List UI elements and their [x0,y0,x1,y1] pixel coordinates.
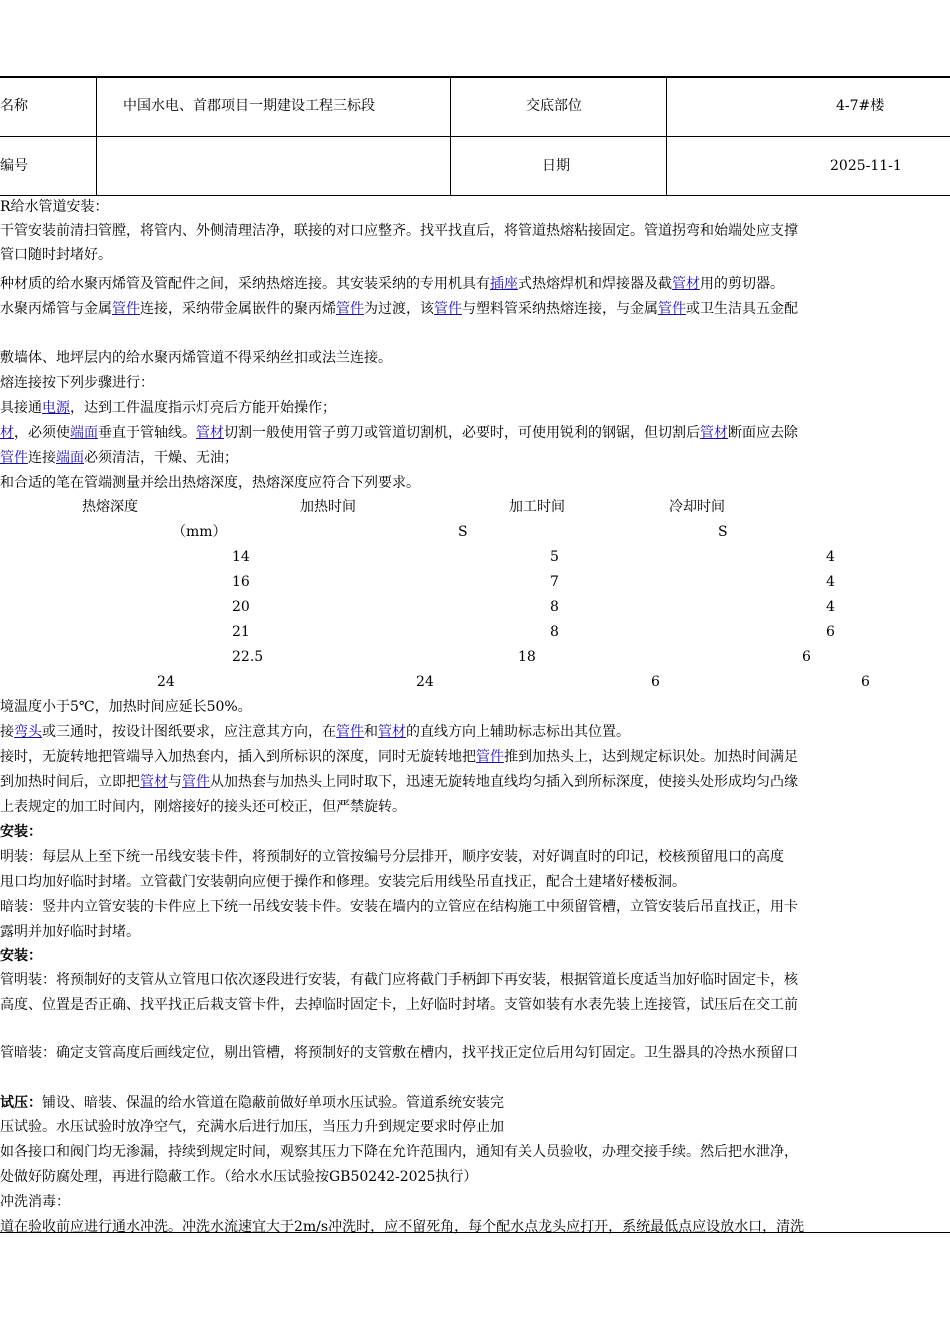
body-line: 接时，无旋转地把管端导入加热套内，插入到所标识的深度，同时无旋转地把管件推到加热头上，达到规定标识处。加热时间满足 [0,749,798,765]
project-name-value: 中国水电、首郡项目一期建设工程三标段 [123,98,375,114]
table-cell: 21 [232,624,250,640]
table-cell: 8 [550,624,559,640]
body-line: 干管安装前清扫管膛，将管内、外侧清理洁净，联接的对口应整齐。找平找直后，将管道热熔粘接固定。管道拐弯和始端处应支撑 [0,223,798,239]
project-name-label: 名称 [0,98,28,114]
body-line: 熔连接按下列步骤进行： [0,375,154,391]
body-line: 管暗装：确定支管高度后画线定位，剔出管槽，将预制好的支管敷在槽内，找平找正定位后用勾钉固定。卫生器具的冷热水预留口 [0,1045,798,1061]
table-header: 热熔深度 [82,499,138,515]
link-end-face[interactable]: 端面 [70,425,98,441]
body-line: 高度、位置是否正确、找平找正后栽支管卡件，去掉临时固定卡，上好临时封堵。支管如装有水表先装上连接管，试压后在交工前 [0,997,798,1013]
link-power[interactable]: 电源 [42,400,70,416]
link-fitting[interactable]: 管件 [0,450,28,466]
section-heading-ppr: R给水管道安装： [0,199,109,215]
disclosure-part-label: 交底部位 [526,98,582,114]
body-line: 上表规定的加工时间内，刚熔接好的接头还可校正，但严禁旋转。 [0,799,406,815]
link-fitting[interactable]: 管件 [476,749,504,765]
body-line: 明装：每层从上至下统一吊线安装卡件，将预制好的立管按编号分层排开，顺序安装，对好调直时的印记，校核预留甩口的高度 [0,849,784,865]
disclosure-part-value: 4-7#楼 [836,98,885,114]
body-line: 具接通电源，达到工件温度指示灯亮后方能开始操作； [0,400,336,416]
table-cell: 4 [826,574,835,590]
table-cell: 20 [232,599,250,615]
link-fitting[interactable]: 管件 [336,301,364,317]
table-cell: 8 [550,599,559,615]
link-pipe[interactable]: 管材 [672,276,700,292]
section-heading-flushing: 冲洗消毒： [0,1194,70,1210]
body-line: 压试验。水压试验时放净空气，充满水后进行加压，当压力升到规定要求时停止加 [0,1119,504,1135]
table-bottom-border [0,195,950,196]
number-label: 编号 [0,158,28,174]
table-header: 冷却时间 [669,499,725,515]
link-fitting[interactable]: 管件 [658,301,686,317]
body-line: 种材质的给水聚丙烯管及管配件之间，采纳热熔连接。其安装采纳的专用机具有插座式热熔焊机和焊接器及截管材用的剪切器。 [0,276,784,292]
table-unit: S [458,524,468,540]
link-fitting[interactable]: 管件 [336,724,364,740]
table-cell: 6 [826,624,835,640]
table-cell: 6 [651,674,660,690]
body-line: 接弯头或三通时，按设计图纸要求，应注意其方向，在管件和管材的直线方向上辅助标志标出其位置。 [0,724,630,740]
body-line: 境温度小于5℃，加热时间应延长50%。 [0,699,252,715]
link-socket[interactable]: 插座 [490,276,518,292]
link-pipe[interactable]: 材 [0,425,14,441]
table-cell: 22.5 [232,649,264,665]
section-heading-riser: 安装： [0,824,42,840]
table-cell: 14 [232,549,250,565]
link-pipe[interactable]: 管材 [140,774,168,790]
table-cell: 5 [550,549,559,565]
link-fitting[interactable]: 管件 [182,774,210,790]
link-pipe[interactable]: 管材 [196,425,224,441]
table-header: 加工时间 [509,499,565,515]
body-line: 暗装：竖井内立管安装的卡件应上下统一吊线安装卡件。安装在墙内的立管应在结构施工中须留管槽，立管安装后吊直找正，用卡 [0,899,798,915]
table-row-divider [0,136,950,137]
table-cell: 7 [550,574,559,590]
body-line: 材，必须使端面垂直于管轴线。管材切割一般使用管子剪刀或管道切割机，必要时，可使用锐利的钢锯，但切割后管材断面应去除 [0,425,798,441]
body-line: 处做好防腐处理，再进行隐蔽工作。（给水水压试验按GB50242-2025执行） [0,1169,478,1185]
link-end-face[interactable]: 端面 [56,450,84,466]
body-line: 水聚丙烯管与金属管件连接，采纳带金属嵌件的聚丙烯管件为过渡，该管件与塑料管采纳热熔连接，与金属管件或卫生洁具五金配 [0,301,798,317]
body-line: 如各接口和阀门均无渗漏，持续到规定时间，观察其压力下降在允许范围内，通知有关人员验收，办理交接手续。然后把水泄净， [0,1144,798,1160]
body-line: 管口随时封堵好。 [0,247,112,263]
section-heading-branch: 安装： [0,948,42,964]
body-line: 和合适的笔在管端测量并绘出热熔深度，热熔深度应符合下列要求。 [0,475,420,491]
table-cell: 18 [518,649,536,665]
col-divider-1 [96,77,97,196]
link-elbow[interactable]: 弯头 [14,724,42,740]
table-cell: 4 [826,599,835,615]
table-cell: 16 [232,574,250,590]
table-cell: 24 [157,674,175,690]
table-unit: S [718,524,728,540]
table-cell: 24 [416,674,434,690]
body-line: 管明装：将预制好的支管从立管甩口依次逐段进行安装，有截门应将截门手柄卸下再安装，根据管道长度适当加好临时固定卡，核 [0,972,798,988]
table-cell: 4 [826,549,835,565]
body-line: 甩口均加好临时封堵。立管截门安装朝向应便于操作和修理。安装完后用线坠吊直找正，配合土建堵好楼板洞。 [0,874,686,890]
body-line: 露明并加好临时封堵。 [0,924,140,940]
date-label: 日期 [542,158,570,174]
col-divider-2 [450,77,451,196]
table-cell: 6 [802,649,811,665]
table-unit: （mm） [172,524,227,540]
body-line: 道在验收前应进行通水冲洗。冲洗水流速宜大于2m/s冲洗时，应不留死角，每个配水点龙头应打开，系统最低点应设放水口，清洗 [0,1219,805,1235]
link-fitting[interactable]: 管件 [434,301,462,317]
body-line: 管件连接端面必须清洁，干燥、无油； [0,450,238,466]
table-top-border [0,76,950,78]
date-value: 2025-11-1 [830,158,902,174]
section-heading-pressure-test: 试压：铺设、暗装、保温的给水管道在隐蔽前做好单项水压试验。管道系统安装完 [0,1095,504,1111]
link-pipe[interactable]: 管材 [700,425,728,441]
col-divider-3 [666,77,667,196]
body-line: 到加热时间后，立即把管材与管件从加热套与加热头上同时取下，迅速无旋转地直线均匀插入到所标深度，使接头处形成均匀凸缘 [0,774,798,790]
table-cell: 6 [861,674,870,690]
link-fitting[interactable]: 管件 [112,301,140,317]
link-pipe[interactable]: 管材 [378,724,406,740]
table-header: 加热时间 [300,499,356,515]
body-line: 敷墙体、地坪层内的给水聚丙烯管道不得采纳丝扣或法兰连接。 [0,350,392,366]
